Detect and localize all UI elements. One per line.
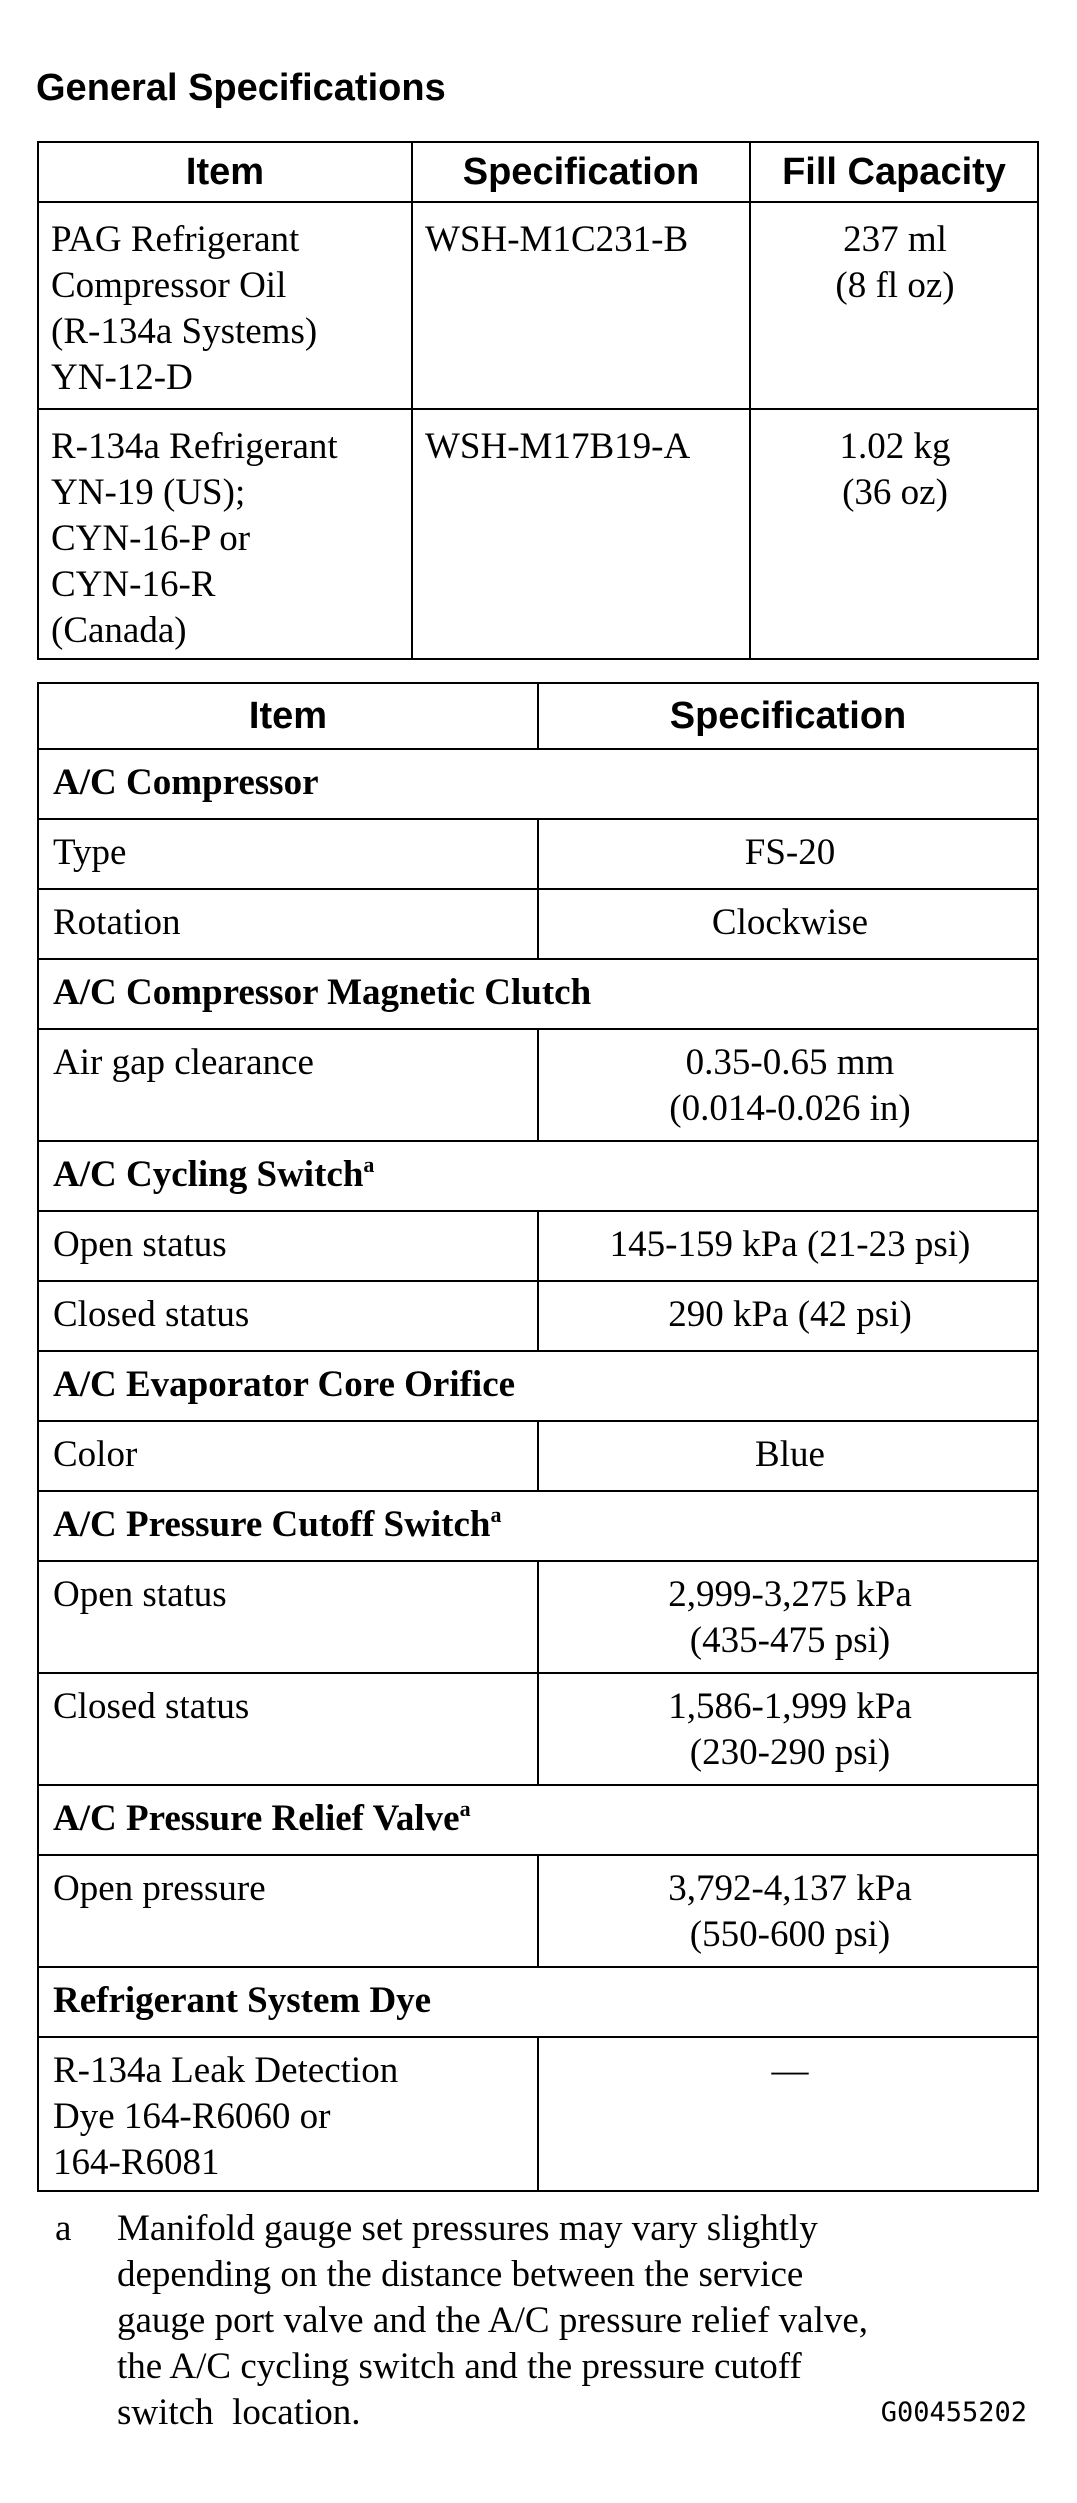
item-line: (Canada) — [51, 610, 187, 651]
footnote-line: the A/C cycling switch and the pressure cutoff — [117, 2346, 802, 2387]
specification-cell — [538, 2037, 1038, 2191]
item-cell — [38, 1211, 538, 1281]
column-header-item: Item — [38, 142, 412, 202]
section-title-pressure-relief-valve — [38, 1785, 1038, 1855]
table-row — [38, 1211, 1038, 1281]
table-row — [38, 819, 1038, 889]
fill-capacity-cell — [750, 409, 1038, 659]
specification-value: 290 kPa (42 psi) — [668, 1294, 912, 1335]
item-cell — [38, 2037, 538, 2191]
fill-capacity-value: (36 oz) — [842, 472, 948, 513]
item-cell — [38, 1421, 538, 1491]
specification-value: (550-600 psi) — [689, 1914, 891, 1955]
specification-value: — — [771, 2050, 809, 2091]
specification-cell — [412, 202, 750, 409]
table-row — [38, 1029, 1038, 1141]
section-row — [38, 1351, 1038, 1421]
specification-cell — [538, 1029, 1038, 1141]
item-cell — [38, 1673, 538, 1785]
specification-value: WSH-M17B19-A — [425, 426, 691, 467]
fill-capacity-value: (8 fl oz) — [835, 265, 955, 306]
column-header-fill-capacity: Fill Capacity — [750, 142, 1038, 202]
item-cell — [38, 1855, 538, 1967]
section-title-magnetic-clutch — [38, 959, 1038, 1029]
specification-cell — [538, 1673, 1038, 1785]
item-line: Rotation — [53, 902, 181, 943]
item-cell — [38, 1029, 538, 1141]
column-header-item: Item — [38, 683, 538, 749]
column-header-specification: Specification — [538, 683, 1038, 749]
specification-value: FS-20 — [744, 832, 836, 873]
table-row — [38, 1561, 1038, 1673]
specification-cell — [538, 1855, 1038, 1967]
item-line: Compressor Oil — [51, 265, 287, 306]
item-line: Air gap clearance — [53, 1042, 314, 1083]
figure-code: G00455202 — [880, 2397, 1027, 2428]
item-line: R-134a Refrigerant — [51, 426, 338, 467]
section-row — [38, 959, 1038, 1029]
table-row — [38, 1281, 1038, 1351]
section-title-text: A/C Cycling Switch — [53, 1154, 364, 1195]
specification-value: 3,792-4,137 kPa — [668, 1868, 912, 1909]
item-line: Open pressure — [53, 1868, 266, 1909]
item-cell — [38, 889, 538, 959]
item-line: Color — [53, 1434, 138, 1475]
page-title: General Specifications — [36, 67, 446, 109]
specification-cell — [538, 1421, 1038, 1491]
item-line: Dye 164-R6060 or — [53, 2096, 331, 2137]
item-line: (R-134a Systems) — [51, 311, 318, 352]
item-line: R-134a Leak Detection — [53, 2050, 399, 2091]
specification-cell — [412, 409, 750, 659]
item-line: Closed status — [53, 1294, 250, 1335]
footnote-marker: a — [490, 1502, 502, 1527]
item-cell — [38, 409, 412, 659]
fill-capacity-table — [37, 141, 1039, 660]
table-row — [38, 409, 1038, 659]
section-row — [38, 1491, 1038, 1561]
specification-value: 145-159 kPa (21-23 psi) — [609, 1224, 971, 1265]
table-row — [38, 202, 1038, 409]
specification-value: (435-475 psi) — [689, 1620, 891, 1661]
table-header-row — [38, 683, 1038, 749]
specification-value: (230-290 psi) — [689, 1732, 891, 1773]
section-title-evaporator-orifice — [38, 1351, 1038, 1421]
item-cell — [38, 1561, 538, 1673]
item-cell — [38, 1281, 538, 1351]
table-header-row — [38, 142, 1038, 202]
item-line: Open status — [53, 1224, 227, 1265]
section-title-text: A/C Evaporator Core Orifice — [53, 1364, 516, 1405]
section-title-pressure-cutoff-switch — [38, 1491, 1038, 1561]
section-title-text: A/C Compressor — [53, 762, 319, 803]
fill-capacity-value: 1.02 kg — [839, 426, 951, 467]
fill-capacity-value: 237 ml — [843, 219, 947, 260]
item-line: CYN-16-R — [51, 564, 216, 605]
footnote-marker: a — [363, 1152, 375, 1177]
specification-cell — [538, 1561, 1038, 1673]
item-line: 164-R6081 — [53, 2142, 220, 2183]
section-title-text: Refrigerant System Dye — [53, 1980, 432, 2021]
specification-value: (0.014-0.026 in) — [669, 1088, 911, 1129]
item-line: CYN-16-P or — [51, 518, 251, 559]
item-cell — [38, 819, 538, 889]
table-row — [38, 1673, 1038, 1785]
fill-capacity-cell — [750, 202, 1038, 409]
section-row — [38, 749, 1038, 819]
footnote-mark: a — [55, 2208, 72, 2249]
item-line: YN-12-D — [51, 357, 193, 398]
section-title-text: A/C Compressor Magnetic Clutch — [53, 972, 592, 1013]
item-line: Type — [53, 832, 127, 873]
footnote-marker: a — [459, 1796, 471, 1821]
column-header-specification: Specification — [412, 142, 750, 202]
section-row — [38, 1785, 1038, 1855]
section-title-system-dye — [38, 1967, 1038, 2037]
table-row — [38, 889, 1038, 959]
footnote-line: gauge port valve and the A/C pressure relief valve, — [117, 2300, 869, 2341]
specification-value: Clockwise — [711, 902, 869, 943]
specification-value: WSH-M1C231-B — [425, 219, 689, 260]
table-row — [38, 2037, 1038, 2191]
section-title-compressor — [38, 749, 1038, 819]
specification-value: Blue — [755, 1434, 825, 1475]
item-line: Open status — [53, 1574, 227, 1615]
item-cell — [38, 202, 412, 409]
section-title-text: A/C Pressure Cutoff Switch — [53, 1504, 491, 1545]
specification-value: 1,586-1,999 kPa — [668, 1686, 912, 1727]
section-title-text: A/C Pressure Relief Valve — [53, 1798, 460, 1839]
section-title-cycling-switch — [38, 1141, 1038, 1211]
footnote-line: switch location. — [117, 2392, 361, 2433]
item-line: PAG Refrigerant — [51, 219, 300, 260]
table-row — [38, 1421, 1038, 1491]
specification-cell — [538, 889, 1038, 959]
table-row — [38, 1855, 1038, 1967]
item-line: Closed status — [53, 1686, 250, 1727]
specification-value: 0.35-0.65 mm — [685, 1042, 895, 1083]
section-row — [38, 1967, 1038, 2037]
specification-cell — [538, 819, 1038, 889]
section-row — [38, 1141, 1038, 1211]
component-specifications-table — [37, 682, 1039, 2192]
specification-cell — [538, 1281, 1038, 1351]
footnote-line: Manifold gauge set pressures may vary slightly — [117, 2208, 818, 2249]
specification-value: 2,999-3,275 kPa — [668, 1574, 912, 1615]
footnote-line: depending on the distance between the service — [117, 2254, 804, 2295]
item-line: YN-19 (US); — [51, 472, 246, 513]
specification-cell — [538, 1211, 1038, 1281]
